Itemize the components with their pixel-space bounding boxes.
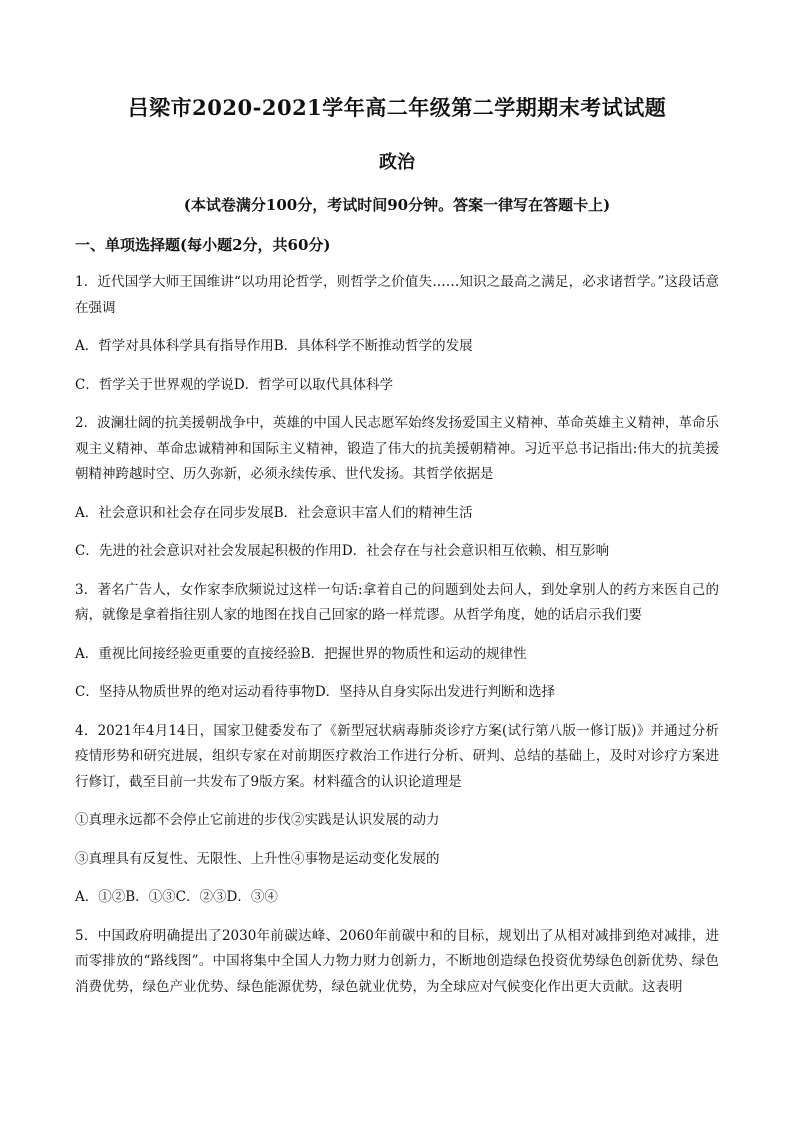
subject-title: 政治 — [379, 152, 415, 173]
question-stem-5: 5．中国政府明确提出了2030年前碳达峰、2060年前碳中和的目标，规划出了从相对减排到绝对减排，进而零排放的“路线图”。中国将集中全国人力物力财力创新力，不断地创造绿色投资优势绿色创新优势、绿色消费优势，绿色产业优势、绿色能源优势，绿色就业优势，为全球应对气候变化作出更大贡献。这表明 — [75, 927, 719, 995]
question-1-options-cd: C．哲学关于世界观的学说D．哲学可以取代具体科学 — [75, 376, 394, 393]
question-4-statements-34: ③真理具有反复性、无限性、上升性④事物是运动变化发展的 — [75, 850, 440, 867]
exam-instructions: (本试卷满分100分，考试时间90分钟。答案一律写在答题卡上) — [183, 196, 611, 214]
question-list — [75, 270, 719, 1013]
question-stem-1: 1．近代国学大师王国维讲“以功用论哲学，则哲学之价值失……知识之最高之满足，必求诸哲学。”这段话意在强调 — [75, 274, 719, 316]
question-4-answer-choices: A．①②B．①③C．②③D．③④ — [75, 889, 278, 905]
section-heading: 一、单项选择题(每小题2分，共60分) — [75, 236, 331, 254]
exam-title: 吕梁市2020-2021学年高二年级第二学期期末考试试题 — [127, 95, 667, 120]
question-2-options-cd: C．先进的社会意识对社会发展起积极的作用D．社会存在与社会意识相互依赖、相互影响 — [75, 543, 610, 559]
question-stem-2: 2．波澜壮阔的抗美援朝战争中，英雄的中国人民志愿军始终发扬爱国主义精神、革命英雄主义精神，革命乐观主义精神、革命忠诚精神和国际主义精神，锻造了伟大的抗美援朝精神。习近平总书记指出:伟大的抗美援朝精神跨越时空、历久弥新，必须永续传承、世代发扬。其哲学依据是 — [75, 415, 719, 482]
question-2-options-ab: A．社会意识和社会存在同步发展B．社会意识丰富人们的精神生活 — [75, 504, 473, 521]
question-3-options-cd: C．坚持从物质世界的绝对运动看待事物D．坚持从自身实际出发进行判断和选择 — [75, 684, 556, 700]
question-stem-3: 3．著名广告人，女作家李欣频说过这样一句话:拿着自己的问题到处去问人，到处拿别人的药方来医自己的病，就像是拿着指往别人家的地图在找自己回家的路一样荒谬。从哲学角度，她的话启示我们要 — [75, 581, 719, 623]
question-1-options-ab: A．哲学对具体科学具有指导作用B．具体科学不断推动哲学的发展 — [75, 338, 473, 354]
question-stem-4: 4．2021年4月14日，国家卫健委发布了《新型冠状病毒肺炎诊疗方案(试行第八版一修订版)》并通过分析疫情形势和研究进展，组织专家在对前期医疗救治工作进行分析、研判、总结的基础上，及时对诊疗方案进行修订，截至目前一共发布了9版方案。材料蕴含的认识论道理是 — [75, 722, 719, 790]
question-4-statements-12: ①真理永远都不会停止它前进的步伐②实践是认识发展的动力 — [75, 812, 440, 828]
question-3-options-ab: A．重视比间接经验更重要的直接经验B．把握世界的物质性和运动的规律性 — [75, 645, 527, 662]
